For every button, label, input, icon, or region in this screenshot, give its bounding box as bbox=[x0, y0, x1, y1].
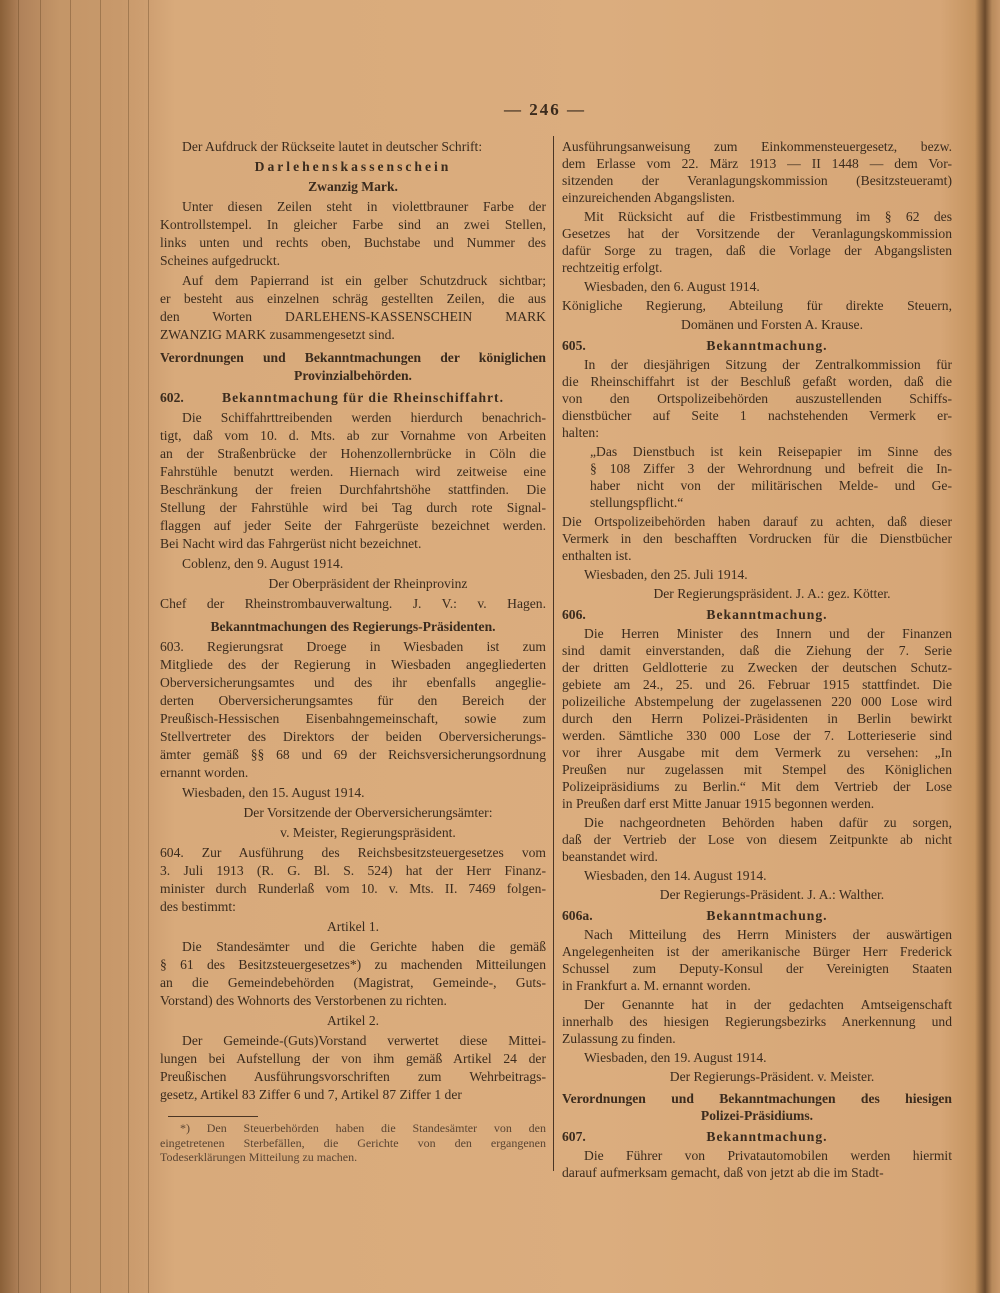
text-line: dem Erlasse vom 22. März 1913 — II 1448 — dem Vor- bbox=[562, 156, 952, 171]
text-line: er besteht aus einzelnen schräg gestellten Zeilen, die aus bbox=[160, 291, 546, 306]
text-block-numhead bbox=[562, 907, 952, 924]
text-block-center bbox=[160, 918, 546, 936]
section-number: 605. bbox=[562, 338, 586, 353]
text-block-para bbox=[160, 198, 546, 270]
text-line: Der Oberpräsident der Rheinprovinz bbox=[268, 576, 468, 591]
text-line: ämter gemäß §§ 68 und 69 der Reichsversicherungsordnung bbox=[160, 747, 546, 762]
book-edge-line bbox=[70, 0, 71, 1293]
text-line: Mit Rücksicht auf die Fristbestimmung im § 62 des bbox=[584, 209, 952, 224]
text-line: 3. Juli 1913 (R. G. Bl. S. 524) hat der Herr Finanz- bbox=[160, 863, 546, 878]
text-line: „Das Dienstbuch ist kein Reisepapier im Sinne des bbox=[590, 444, 952, 459]
text-line: Provinzialbehörden. bbox=[294, 368, 412, 383]
text-line: Artikel 2. bbox=[326, 1013, 380, 1028]
book-edge-line bbox=[128, 0, 129, 1293]
text-line: Königliche Regierung, Abteilung für direkte Steuern, bbox=[562, 298, 952, 313]
right-column bbox=[562, 136, 952, 1181]
text-line: ernannt worden. bbox=[160, 765, 249, 780]
text-line: darauf aufmerksam gemacht, daß von jetzt ab die im Stadt- bbox=[562, 1165, 884, 1180]
text-line: enthalten ist. bbox=[562, 548, 632, 563]
footnote bbox=[160, 1121, 546, 1165]
text-line: minister durch Runderlaß vom 10. v. Mts. II. 7469 folgen- bbox=[160, 881, 546, 896]
text-line: der dritten Geldlotterie zu Zwecken der deutschen Schutz- bbox=[562, 660, 952, 675]
text-line: Ausführungsanweisung zum Einkommensteuergesetz, bezw. bbox=[562, 139, 952, 154]
text-line: an die Gemeindebehörden (Magistrat, Gemeinde-, Guts- bbox=[160, 975, 546, 990]
text-line: In der diesjährigen Sitzung der Zentralkommission für bbox=[584, 357, 952, 372]
text-line: Preußisch-Hessischen Eisenbahngemeinschaft, sowie zum bbox=[160, 711, 546, 726]
text-line: Wiesbaden, den 14. August 1914. bbox=[584, 868, 767, 883]
text-block-cont bbox=[160, 844, 546, 916]
text-block-cont bbox=[160, 638, 546, 782]
text-line: Der Regierungs-Präsident. J. A.: Walther. bbox=[659, 887, 885, 902]
text-line: Die Ortspolizeibehörden haben darauf zu achten, daß dieser bbox=[562, 514, 952, 529]
section-number: 607. bbox=[562, 1129, 586, 1144]
text-block-center bbox=[160, 1012, 546, 1030]
text-line: v. Meister, Regierungspräsident. bbox=[280, 825, 456, 840]
text-block-para bbox=[160, 409, 546, 553]
text-line: Angelegenheiten ist der amerikanische Bürger Herr Frederick bbox=[562, 944, 952, 959]
text-block-heading-bold bbox=[160, 349, 546, 385]
text-line: daß der Vertrieb der Lose von diesem Zeitpunkte ab nicht bbox=[562, 832, 952, 847]
text-block-sig bbox=[562, 886, 952, 903]
text-line: Der Aufdruck der Rückseite lautet in deutscher Schrift: bbox=[182, 139, 483, 154]
text-line: dafür Sorge zu tragen, daß die Vorlage der Abgangslisten bbox=[562, 243, 952, 258]
text-line: Polizei-Präsidiums. bbox=[700, 1108, 814, 1123]
text-line: den Worten DARLEHENS-KASSENSCHEIN MARK bbox=[160, 309, 546, 324]
text-block-para bbox=[562, 1147, 952, 1181]
text-line: Gesetzes hat der Vorsitzende der Veranlagungskommission bbox=[562, 226, 952, 241]
section-title: Bekanntmachung. bbox=[706, 908, 828, 923]
text-line: Die nachgeordneten Behörden haben dafür zu sorgen, bbox=[584, 815, 952, 830]
text-block-date bbox=[562, 867, 952, 884]
text-line: Fahrstühle benutzt werden. Hiernach wird zeitweise eine bbox=[160, 464, 546, 479]
text-block-sigfull bbox=[160, 595, 546, 613]
text-block-para bbox=[160, 1032, 546, 1104]
text-line: Der Genannte hat in der gedachten Amtseigenschaft bbox=[584, 997, 952, 1012]
text-line: Der Vorsitzende der Oberversicherungsämter: bbox=[243, 805, 493, 820]
text-block-quote bbox=[562, 443, 952, 511]
text-line: Kontrollstempel. In gleicher Farbe sind an zwei Stellen, bbox=[160, 217, 546, 232]
left-column bbox=[160, 136, 546, 1165]
text-line: Die Führer von Privatautomobilen werden hiermit bbox=[584, 1148, 952, 1163]
text-block-para bbox=[160, 272, 546, 344]
text-line: von den Ortspolizeibehörden auszustellenden Schiffs- bbox=[562, 391, 952, 406]
footnote-line: Todeserklärungen Mitteilung zu machen. bbox=[160, 1150, 358, 1164]
text-block-para bbox=[562, 208, 952, 276]
text-block-sig bbox=[160, 824, 546, 842]
text-block-cont bbox=[562, 513, 952, 564]
text-line: werden. Sämtliche 330 000 Lose der 7. Lotterieserie sind bbox=[562, 728, 952, 743]
text-line: Artikel 1. bbox=[326, 919, 380, 934]
text-block-center-bold bbox=[160, 178, 546, 196]
text-line: Wiesbaden, den 15. August 1914. bbox=[182, 785, 365, 800]
text-line: Nach Mitteilung des Herrn Ministers der auswärtigen bbox=[584, 927, 952, 942]
text-line: Domänen und Forsten A. Krause. bbox=[681, 317, 863, 332]
text-line: rechtzeitig erfolgt. bbox=[562, 260, 663, 275]
section-title: Bekanntmachung für die Rheinschiffahrt. bbox=[222, 390, 504, 405]
footnote-line: *) Den Steuerbehörden haben die Standesämter von den bbox=[180, 1121, 546, 1135]
text-block-numhead bbox=[562, 337, 952, 354]
text-line: haber nicht von der militärischen Melde- und Ge- bbox=[590, 478, 952, 493]
text-line: sitzenden der Veranlagungskommission (Besitzsteueramt) bbox=[562, 173, 952, 188]
text-block-para bbox=[562, 356, 952, 441]
text-line: § 61 des Besitzsteuergesetzes*) zu machenden Mitteilungen bbox=[160, 957, 546, 972]
text-line: Darlehenskassenschein bbox=[254, 159, 452, 174]
text-line: innerhalb des hiesigen Regierungsbezirks Anerkennung und bbox=[562, 1014, 952, 1029]
book-edge-line bbox=[100, 0, 101, 1293]
left-column-text bbox=[160, 138, 546, 1104]
text-line: Mitgliede des der Regierung in Wiesbaden angegliederten bbox=[160, 657, 546, 672]
text-block-sig bbox=[160, 804, 546, 822]
text-block-spaced-center bbox=[160, 158, 546, 176]
text-block-para bbox=[562, 996, 952, 1047]
section-number: 606a. bbox=[562, 908, 593, 923]
text-line: Wiesbaden, den 6. August 1914. bbox=[584, 279, 760, 294]
section-number: 602. bbox=[160, 390, 184, 405]
text-line: Vorstand) des Wohnorts des Verstorbenen zu richten. bbox=[160, 993, 447, 1008]
text-line: Wiesbaden, den 19. August 1914. bbox=[584, 1050, 767, 1065]
text-line: Chef der Rheinstrombauverwaltung. J. V.: v. Hagen. bbox=[160, 596, 546, 611]
text-block-sig bbox=[160, 575, 546, 593]
text-line: dienstbücher auf Seite 1 nachstehenden Vermerk er- bbox=[562, 408, 952, 423]
text-line: Schussel zum Deputy-Konsul der Vereinigten Staaten bbox=[562, 961, 952, 976]
text-line: an der Straßenbrücke der Hohenzollernbrücke in Cöln die bbox=[160, 446, 546, 461]
text-block-sig bbox=[562, 1068, 952, 1085]
text-line: flaggen auf jeder Seite der Fahrgerüste bezeichnet werden. bbox=[160, 518, 546, 533]
text-line: Die Herren Minister des Innern und der Finanzen bbox=[584, 626, 952, 641]
text-block-para bbox=[562, 625, 952, 812]
text-line: Zwanzig Mark. bbox=[308, 179, 398, 194]
section-title: Bekanntmachung. bbox=[706, 1129, 828, 1144]
text-line: Vermerk in den beschafften Vordrucken für die Dienstbücher bbox=[562, 531, 952, 546]
text-line: Die Schiffahrttreibenden werden hierdurch benachrich- bbox=[182, 410, 546, 425]
text-line: Oberversicherungsamtes und des ihr ebenfalls angeglie- bbox=[160, 675, 546, 690]
text-line: Polizeipräsidiums zu Berlin.“ Mit dem Vertrieb der Lose bbox=[562, 779, 952, 794]
text-line: Coblenz, den 9. August 1914. bbox=[182, 556, 344, 571]
text-line: gebiete am 24., 25. und 26. Februar 1915 stattfindet. Die bbox=[562, 677, 952, 692]
text-line: Unter diesen Zeilen steht in violettbrauner Farbe der bbox=[182, 199, 546, 214]
text-block-sig bbox=[562, 585, 952, 602]
text-block-date bbox=[562, 278, 952, 295]
section-title: Bekanntmachung. bbox=[706, 607, 828, 622]
book-edge-line bbox=[40, 0, 41, 1293]
text-line: Stellung der Fahrstühle wird bei Tag durch rote Signal- bbox=[160, 500, 546, 515]
text-line: Auf dem Papierrand ist ein gelber Schutzdruck sichtbar; bbox=[182, 273, 546, 288]
text-block-date bbox=[562, 566, 952, 583]
text-line: lungen bei Aufstellung der von ihm gemäß Artikel 24 der bbox=[160, 1051, 546, 1066]
text-block-date bbox=[562, 1049, 952, 1066]
text-block-numhead bbox=[562, 606, 952, 623]
text-line: Scheines aufgedruckt. bbox=[160, 253, 281, 268]
text-line: durch den Herrn Polizei-Präsidenten in Berlin bewirkt bbox=[562, 711, 952, 726]
text-block-para bbox=[562, 926, 952, 994]
text-line: sind damit einverstanden, daß die Ziehung der 7. Serie bbox=[562, 643, 952, 658]
text-line: 604. Zur Ausführung des Reichsbesitzsteuergesetzes vom bbox=[160, 845, 546, 860]
text-block-date bbox=[160, 784, 546, 802]
text-line: Bei Nacht wird das Fahrgerüst nicht bezeichnet. bbox=[160, 536, 422, 551]
text-line: Zulassung zu finden. bbox=[562, 1031, 676, 1046]
text-line: in Preußen darf erst Mitte Januar 1915 begonnen werden. bbox=[562, 796, 875, 811]
text-line: polizeiliche Abstempelung der zugelassenen 220 000 Lose wird bbox=[562, 694, 952, 709]
text-line: Stellvertreter des Direktors der beiden Oberversicherungs- bbox=[160, 729, 546, 744]
footnote-divider bbox=[168, 1116, 258, 1117]
text-block-cont bbox=[562, 138, 952, 206]
text-line: § 108 Ziffer 3 der Wehrordnung und befreit die In- bbox=[590, 461, 952, 476]
text-block-sig bbox=[562, 316, 952, 333]
footnote-line: eingetretenen Sterbefällen, die Gerichte von den ergangenen bbox=[160, 1135, 546, 1150]
text-line: Die Standesämter und die Gerichte haben die gemäß bbox=[182, 939, 546, 954]
text-line: ZWANZIG MARK zusammengesetzt sind. bbox=[160, 327, 395, 342]
text-line: Verordnungen und Bekanntmachungen des hiesigen bbox=[562, 1091, 952, 1106]
text-line: stellungspflicht.“ bbox=[590, 495, 684, 510]
text-line: Wiesbaden, den 25. Juli 1914. bbox=[584, 567, 748, 582]
text-line: Preußen nur zugelassen mit Stempel des Königlichen bbox=[562, 762, 952, 777]
text-line: Verordnungen und Bekanntmachungen der königlichen bbox=[160, 350, 546, 365]
book-edge-line bbox=[18, 0, 19, 1293]
text-line: Der Gemeinde-(Guts)Vorstand verwertet diese Mittei- bbox=[182, 1033, 546, 1048]
column-divider bbox=[553, 136, 554, 1171]
text-line: die Rheinschiffahrt ist der Beschluß gefaßt worden, daß die bbox=[562, 374, 952, 389]
text-line: beanstandet wird. bbox=[562, 849, 658, 864]
text-block-sigfull bbox=[562, 297, 952, 314]
book-edge-line bbox=[148, 0, 149, 1293]
text-line: tigt, daß vom 10. d. Mts. ab zur Vornahme von Arbeiten bbox=[160, 428, 546, 443]
text-block-numhead bbox=[160, 389, 546, 407]
text-line: Beschränkung der freien Durchfahrtshöhe stattfinden. Die bbox=[160, 482, 546, 497]
text-line: gesetz, Artikel 83 Ziffer 6 und 7, Artikel 87 Ziffer 1 der bbox=[160, 1087, 462, 1102]
text-line: in Frankfurt a. M. ernannt worden. bbox=[562, 978, 751, 993]
text-line: Der Regierungspräsident. J. A.: gez. Kötter. bbox=[653, 586, 891, 601]
text-line: links unten und rechts oben, Buchstabe und Nummer des bbox=[160, 235, 546, 250]
text-line: vor ihrer Ausgabe mit dem Vermerk zu versehen: „In bbox=[562, 745, 952, 760]
section-number: 606. bbox=[562, 607, 586, 622]
text-line: Der Regierungs-Präsident. v. Meister. bbox=[669, 1069, 875, 1084]
text-line: Bekanntmachungen des Regierungs-Präsidenten. bbox=[210, 619, 496, 634]
section-title: Bekanntmachung. bbox=[706, 338, 828, 353]
text-block-heading-bold bbox=[562, 1090, 952, 1124]
text-block-date bbox=[160, 555, 546, 573]
text-line: des bestimmt: bbox=[160, 899, 236, 914]
text-line: Preußischen Ausführungsvorschriften zum Wehrbeitrags- bbox=[160, 1069, 546, 1084]
text-block-para bbox=[562, 814, 952, 865]
text-line: derten Oberversicherungsamtes für den Bereich der bbox=[160, 693, 546, 708]
text-block-para bbox=[160, 138, 546, 156]
text-line: 603. Regierungsrat Droege in Wiesbaden ist zum bbox=[160, 639, 546, 654]
page-number: — 246 — bbox=[504, 100, 586, 119]
text-line: einzureichenden Abgangslisten. bbox=[562, 190, 735, 205]
text-block-para bbox=[160, 938, 546, 1010]
text-line: halten: bbox=[562, 425, 599, 440]
text-block-heading-bold bbox=[160, 618, 546, 636]
text-block-numhead bbox=[562, 1128, 952, 1145]
